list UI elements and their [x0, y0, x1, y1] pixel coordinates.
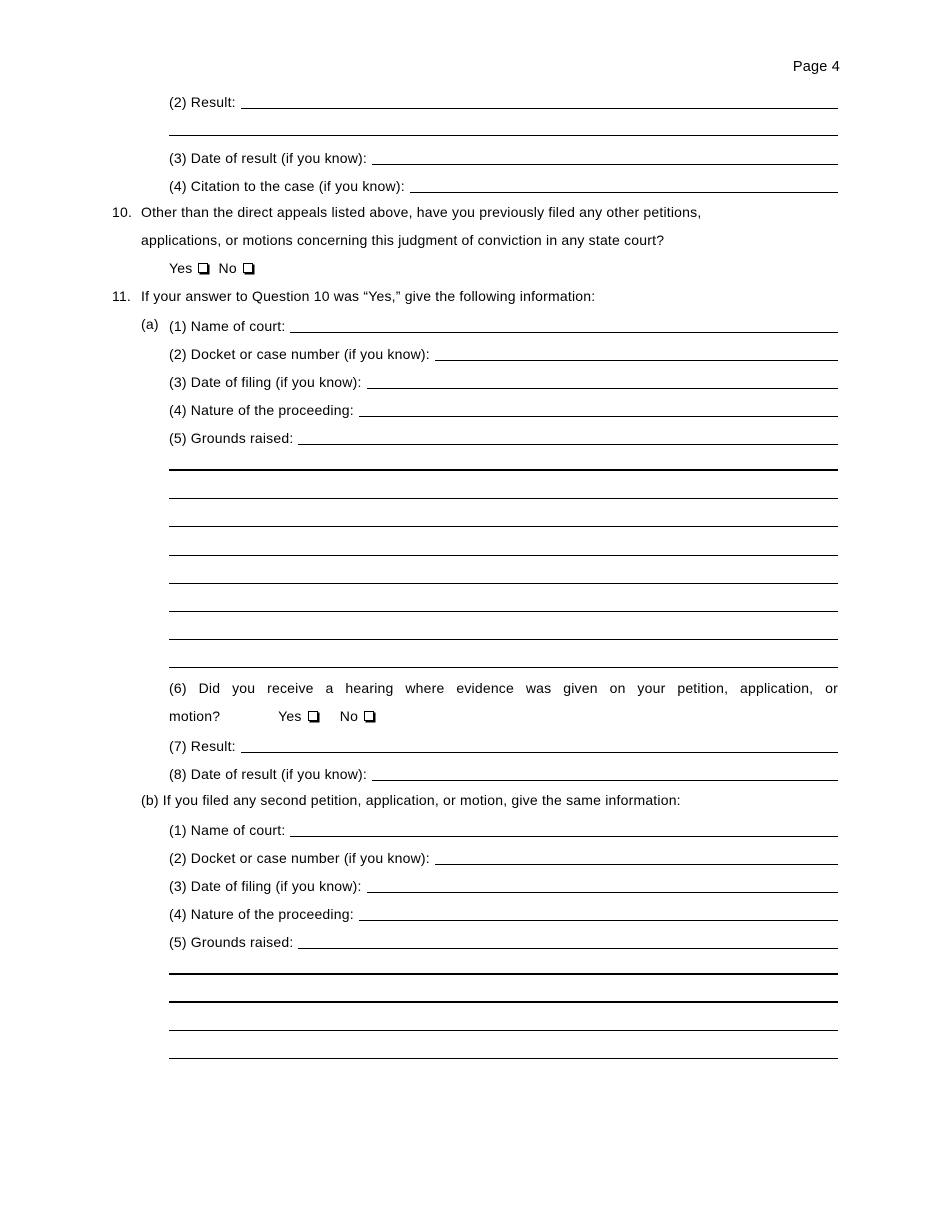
q11b-grounds-input[interactable]	[298, 934, 838, 949]
q11b-grounds-line[interactable]	[169, 1030, 838, 1031]
prior-result-label: (2) Result:	[169, 94, 236, 110]
q11b-grounds-line[interactable]	[169, 1058, 838, 1059]
q11a-hearing-yes-checkbox[interactable]	[308, 711, 318, 721]
q11a-result-label: (7) Result:	[169, 738, 236, 754]
q10-yes-checkbox[interactable]	[198, 263, 208, 273]
q11a-grounds-line[interactable]	[169, 498, 838, 499]
q11a-marker: (a)	[141, 316, 159, 332]
q11a-grounds-line[interactable]	[169, 555, 838, 556]
q11b-nature-label: (4) Nature of the proceeding:	[169, 906, 354, 922]
q11a-date-of-filing-field[interactable]	[169, 371, 838, 391]
q11a-hearing-text-line2: motion?	[169, 708, 221, 724]
q10-no-checkbox[interactable]	[243, 263, 253, 273]
q11a-grounds-field[interactable]	[169, 427, 838, 447]
q11a-grounds-line[interactable]	[169, 526, 838, 527]
q11b-grounds-line[interactable]	[169, 1001, 838, 1003]
q11a-grounds-label: (5) Grounds raised:	[169, 430, 294, 446]
page-number: Page 4	[792, 59, 840, 75]
q11a-hearing-no-checkbox[interactable]	[364, 711, 374, 721]
q11a-grounds-input[interactable]	[298, 430, 838, 445]
q11b-name-of-court-input[interactable]	[290, 822, 838, 837]
prior-result-extra-line[interactable]	[169, 135, 838, 136]
q10-yes-label: Yes	[169, 260, 193, 276]
q11b-date-of-filing-input[interactable]	[367, 878, 838, 893]
q11a-hearing-no-label: No	[339, 708, 359, 724]
q11a-docket-label: (2) Docket or case number (if you know):	[169, 346, 430, 362]
q11a-grounds-line[interactable]	[169, 667, 838, 668]
q11a-hearing-yes-label: Yes	[278, 708, 302, 724]
q11-text: If your answer to Question 10 was “Yes,” give the following information:	[141, 288, 596, 304]
q10-answer	[169, 259, 259, 279]
q11a-result-field[interactable]	[169, 735, 838, 755]
q11a-nature-input[interactable]	[359, 402, 838, 417]
q11b-docket-label: (2) Docket or case number (if you know):	[169, 850, 430, 866]
prior-citation-input[interactable]	[410, 178, 838, 193]
prior-result-field[interactable]	[169, 91, 838, 111]
q11a-grounds-line[interactable]	[169, 639, 838, 640]
q11b-grounds-label: (5) Grounds raised:	[169, 934, 294, 950]
q11a-name-of-court-label: (1) Name of court:	[169, 318, 286, 334]
prior-date-of-result-label: (3) Date of result (if you know):	[169, 150, 367, 166]
q11a-result-input[interactable]	[241, 738, 838, 753]
q11a-date-of-result-field[interactable]	[169, 763, 838, 783]
q11a-date-of-filing-label: (3) Date of filing (if you know):	[169, 374, 362, 390]
q11a-hearing-line2	[169, 707, 380, 727]
q11a-nature-label: (4) Nature of the proceeding:	[169, 402, 354, 418]
q11a-date-of-filing-input[interactable]	[367, 374, 838, 389]
q11a-date-of-result-input[interactable]	[372, 766, 838, 781]
q11-number: 11.	[112, 288, 132, 304]
q11b-grounds-field[interactable]	[169, 931, 838, 951]
q11a-docket-input[interactable]	[435, 346, 838, 361]
q11b-nature-field[interactable]	[169, 903, 838, 923]
q11a-nature-field[interactable]	[169, 399, 838, 419]
q11a-grounds-line[interactable]	[169, 469, 838, 471]
q10-no-label: No	[218, 260, 237, 276]
q11b-docket-input[interactable]	[435, 850, 838, 865]
q11b-intro: (b) If you filed any second petition, application, or motion, give the same information:	[141, 792, 681, 808]
q10-text-line1: Other than the direct appeals listed above, have you previously filed any other petitions,	[141, 204, 702, 220]
q11a-name-of-court-input[interactable]	[290, 318, 838, 333]
q10-text-line2: applications, or motions concerning this judgment of conviction in any state court?	[141, 232, 665, 248]
q11a-hearing-text-line1: (6) Did you receive a hearing where evidence was given on your petition, application, or	[169, 680, 838, 696]
q11b-name-of-court-label: (1) Name of court:	[169, 822, 286, 838]
prior-result-input[interactable]	[241, 94, 838, 109]
q11b-grounds-line[interactable]	[169, 973, 838, 975]
q11a-name-of-court-field[interactable]	[169, 315, 838, 335]
q11b-name-of-court-field[interactable]	[169, 819, 838, 839]
q11a-grounds-line[interactable]	[169, 583, 838, 584]
q11a-grounds-line[interactable]	[169, 611, 838, 612]
q11b-date-of-filing-label: (3) Date of filing (if you know):	[169, 878, 362, 894]
q11b-date-of-filing-field[interactable]	[169, 875, 838, 895]
prior-date-of-result-input[interactable]	[372, 150, 838, 165]
q11b-docket-field[interactable]	[169, 847, 838, 867]
q10-number: 10.	[112, 204, 133, 220]
prior-date-of-result-field[interactable]	[169, 147, 838, 167]
prior-citation-label: (4) Citation to the case (if you know):	[169, 178, 405, 194]
prior-citation-field[interactable]	[169, 175, 838, 195]
q11a-docket-field[interactable]	[169, 343, 838, 363]
q11b-nature-input[interactable]	[359, 906, 838, 921]
q11a-date-of-result-label: (8) Date of result (if you know):	[169, 766, 367, 782]
